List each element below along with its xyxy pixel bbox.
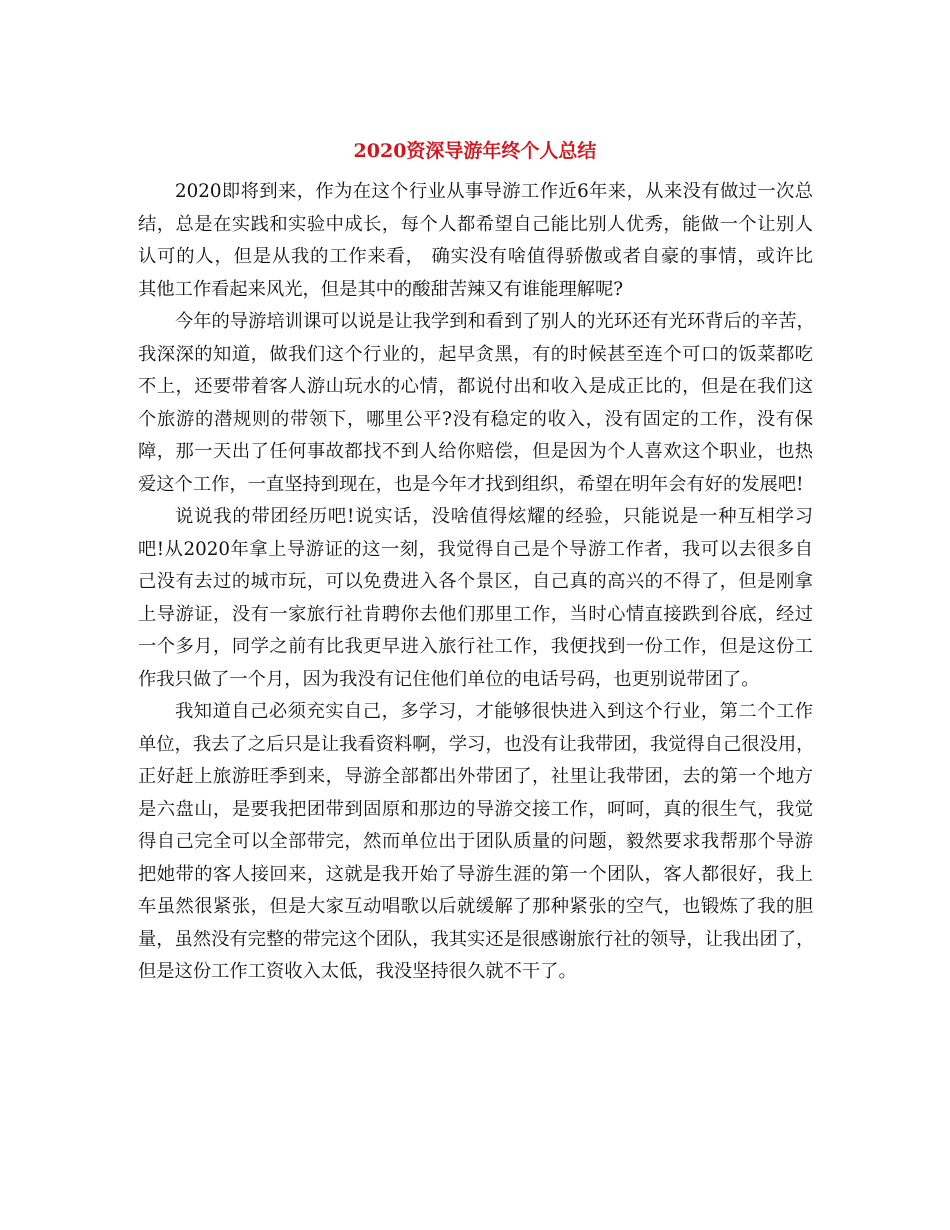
text-line: 单位，我去了之后只是让我看资料啊，学习，也没有让我带团，我觉得自己很没用， [138,733,815,755]
text-line: 正好赶上旅游旺季到来，导游全部都出外带团了，社里让我带团，去的第一个地方 [138,766,813,787]
text-line: 把她带的客人接回来，这就是我开始了导游生涯的第一个团队，客人都很好，我上 [138,863,813,885]
paragraph [138,176,813,306]
text-line: 作我只做了一个月，因为我没有记住他们单位的电话号码，也更别说带团了。 [138,668,760,690]
text-line: 但是这份工作工资收入太低，我没坚持很久就不干了。 [138,961,577,982]
text-line: 爱这个工作，一直坚持到现在，也是今年才找到组织，希望在明年会有好的发展吧! [138,473,804,495]
text-line: 个旅游的潜规则的带领下，哪里公平?没有稳定的收入，没有固定的工作，没有保 [138,408,813,430]
text-line: 我知道自己必须充实自己，多学习，才能够很快进入到这个行业，第二个工作 [175,701,813,722]
text-line: 说说我的带团经历吧!说实话，没啥值得炫耀的经验，只能说是一种互相学习 [175,506,813,527]
document-title: 2020资深导游年终个人总结 [353,140,597,162]
text-line: 其他工作看起来风光，但是其中的酸甜苦辣又有谁能理解呢? [138,278,624,300]
text-line: 己没有去过的城市玩，可以免费进入各个景区，自己真的高兴的不得了，但是刚拿 [138,571,813,592]
paragraph [138,696,813,989]
text-line: 认可的人，但是从我的工作来看， 确实没有啥值得骄傲或者自豪的事情，或许比 [138,246,813,267]
text-line: 吧!从2020年拿上导游证的这一刻，我觉得自己是个导游工作者，我可以去很多自 [138,538,813,560]
text-line: 不上，还要带着客人游山玩水的心情，都说付出和收入是成正比的，但是在我们这 [138,376,813,397]
text-line: 障，那一天出了任何事故都找不到人给你赔偿，但是因为个人喜欢这个职业，也热 [138,441,813,462]
text-line: 得自己完全可以全部带完，然而单位出于团队质量的问题，毅然要求我帮那个导游 [138,831,813,852]
text-line: 车虽然很紧张，但是大家互动唱歌以后就缓解了那种紧张的空气，也锻炼了我的胆 [138,896,813,917]
paragraph [138,501,813,696]
text-line: 量，虽然没有完整的带完这个团队，我其实还是很感谢旅行社的领导，让我出团了， [138,928,815,950]
text-line: 结，总是在实践和实验中成长，每个人都希望自己能比别人优秀，能做一个让别人 [138,213,813,235]
text-line: 是六盘山，是要我把团带到固原和那边的导游交接工作，呵呵，真的很生气，我觉 [138,798,813,820]
text-line: 2020即将到来，作为在这个行业从事导游工作近6年来，从来没有做过一次总 [175,181,813,202]
text-line: 今年的导游培训课可以说是让我学到和看到了别人的光环还有光环背后的辛苦， [175,311,815,332]
paragraph [138,306,813,501]
text-line: 一个多月，同学之前有比我更早进入旅行社工作，我便找到一份工作，但是这份工 [138,636,813,657]
text-line: 上导游证，没有一家旅行社肯聘你去他们那里工作，当时心情直接跌到谷底，经过 [138,603,813,625]
text-line: 我深深的知道，做我们这个行业的，起早贪黑，有的时候甚至连个可口的饭菜都吃 [138,343,813,365]
document-body [138,176,813,989]
